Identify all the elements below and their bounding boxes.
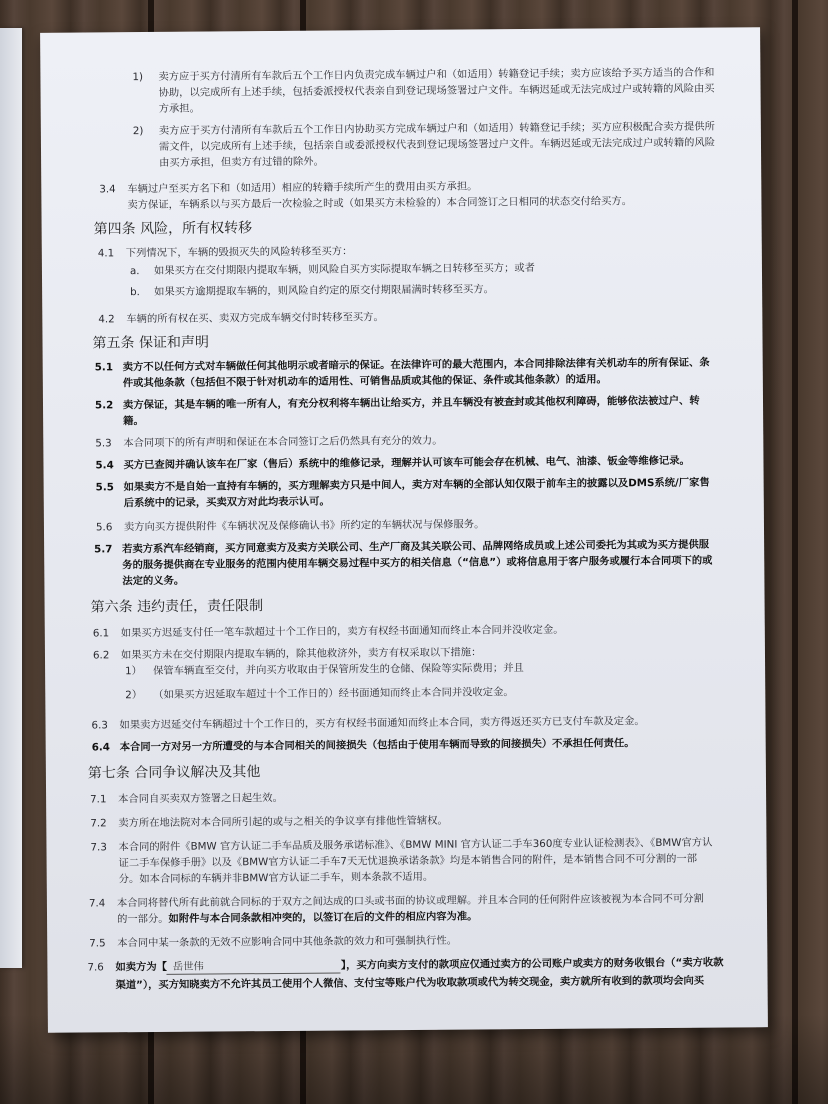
- section-heading: 第七条 合同争议解决及其他: [87, 764, 261, 782]
- clause-line: 本合同的附件《BMW 官方认证二手车品质及服务承诺标准》、《BMW MINI 官方认证二手车360度专业认证检测表》、《BMW官方认: [118, 836, 713, 854]
- clause-number: 6.4: [91, 741, 110, 754]
- clause-line: 车辆的所有权在买、卖双方完成车辆交付时转移至买方。: [126, 311, 384, 326]
- clause-number: 3.4: [99, 183, 116, 196]
- clause-line: 卖方不以任何方式对车辆做任何其他明示或者暗示的保证。在法律许可的最大范围内，本合同排除法律有关机动车的所有保证、条: [122, 356, 710, 374]
- clause-number: 4.2: [98, 313, 115, 326]
- clause-number: 5.5: [95, 481, 114, 494]
- clause-line: 卖方保证，其是车辆的唯一所有人，有充分权利将车辆出让给买方，并且车辆没有被查封或其他权利障碍，能够依法被过户、转: [122, 394, 700, 412]
- clause-line: （如果买方迟延取车超过十个工作日的）经书面通知而终止本合同并没收定金。: [153, 686, 514, 701]
- clause-line: 若卖方系汽车经销商，买方同意卖方及卖方关联公司、生产厂商及其关联公司、品牌网络成员或上述公司委托为其或为买方提供服: [122, 538, 710, 556]
- clause-line: 如果买方迟延支付任一笔车款超过十个工作日的，卖方有权经书面通知而终止本合同并没收定金。: [120, 623, 564, 640]
- clause-line: 方承担。: [158, 102, 200, 115]
- clause-line: 本合同一方对另一方所遭受的与本合同相关的间接损失（包括由于使用车辆而导致的间接损失）不承担任何责任。: [119, 737, 635, 754]
- clause-line: 件或其他条款（包括但不限于针对机动车的适用性、可销售品质或其他的保证、条件或其他条款）的适用。: [122, 373, 607, 390]
- clause-line: 如果买方逾期提取车辆的，则风险自约定的原交付期限届满时转移至买方。: [154, 283, 494, 298]
- clause-line: 下列情况下，车辆的毁损灭失的风险转移至买方：: [125, 245, 353, 260]
- clause-line: 车辆过户至买方名下和（如适用）相应的转籍手续所产生的费用由买方承担。: [127, 180, 478, 196]
- seller-name-field: 岳世伟: [167, 959, 341, 975]
- clause-number: b.: [130, 286, 140, 299]
- clause-number: 7.6: [87, 961, 104, 974]
- table-plank-gap: [792, 0, 798, 1104]
- clause-line: 后系统中的记录，买卖双方对此均表示认可。: [123, 495, 330, 510]
- section-heading: 第四条 风险，所有权转移: [93, 220, 253, 238]
- clause-line: 本合同自买卖双方签署之日起生效。: [118, 791, 283, 806]
- clause-number: 7.5: [89, 937, 106, 950]
- clause-number: 5.7: [94, 543, 113, 556]
- clause-line: [115, 956, 723, 976]
- clause-line: 务的服务提供商在专业服务的范围内使用车辆交易过程中买方的相关信息（“信息”）或将信息用于客户服务或履行本合同项下的或: [122, 554, 713, 572]
- clause-number: 6.3: [91, 719, 108, 732]
- clause-number: 4.1: [97, 247, 115, 260]
- clause-text-bold: 如附件与本合同条款相冲突的，以签订在后的文件的相应内容为准。: [168, 910, 478, 925]
- clause-line: 本合同中某一条款的无效不应影响合同中其他条款的效力和可强制执行性。: [117, 934, 458, 950]
- clause-line: 籍。: [123, 415, 144, 428]
- section-heading: 第六条 违约责任，责任限制: [90, 598, 264, 616]
- clause-line: 渠道”），买方知晓卖方不允许其员工使用个人微信、支付宝等账户代为收取款项或代为转交现金，卖方就所有收到的款项均会向买: [115, 974, 705, 992]
- clause-line: 证二手车保修手册》以及《BMW官方认证二手车7天无忧退换承诺条款》均是本销售合同的附件，是本销售合同不可分割的一部: [118, 852, 698, 870]
- clause-text: 如卖方为【: [115, 960, 167, 974]
- clause-number: 7.3: [90, 841, 107, 854]
- clause-line: 法定的义务。: [122, 574, 185, 588]
- contract-page: [40, 27, 768, 1033]
- clause-number: 7.4: [88, 897, 106, 910]
- clause-text: 】，买方向卖方支付的款项应仅通过卖方的公司账户或卖方的财务收银台（“卖方收款: [340, 956, 724, 972]
- clause-number: 7.2: [90, 817, 107, 830]
- clause-line: 保管车辆直至交付，并向买方收取由于保管所发生的仓储、保险等实际费用；并且: [153, 662, 524, 677]
- clause-line: 需文件，以完成所有上述手续，包括亲自或委派授权代表到登记现场签署过户文件。车辆迟延或无法完成过户或转籍的风险: [158, 136, 716, 153]
- clause-line: 买方已查阅并确认该车在厂家（售后）系统中的维修记录，理解并认可该车可能会存在机械、电气、油漆、钣金等维修记录。: [123, 454, 690, 472]
- adjacent-page-edge: [0, 28, 22, 968]
- clause-line: 卖方所在地法院对本合同所引起的或与之相关的争议享有排他性管辖权。: [118, 814, 448, 830]
- clause-line: 协助，以完成所有上述手续，包括委派授权代表亲自到登记现场签署过户文件。车辆迟延或无法完成过户或转籍的风险由买: [158, 82, 715, 99]
- clause-number: 7.1: [90, 793, 107, 806]
- clause-line: 如果卖方迟延交付车辆超过十个工作日的，买方有权经书面通知而终止本合同，卖方得返还买方已支付车款及定金。: [119, 715, 645, 732]
- clause-line: 本合同项下的所有声明和保证在本合同签订之后仍然具有充分的效力。: [123, 434, 443, 450]
- clause-number: 5.4: [95, 459, 114, 472]
- clause-number: a.: [129, 265, 140, 278]
- clause-line: 卖方应于买方付清所有车款后五个工作日内协助买方完成车辆过户和（如适用）转籍登记手续；买方应积极配合卖方提供所: [158, 120, 715, 137]
- clause-line: 如果卖方不是自始一直持有车辆的，买方理解卖方只是中间人，卖方对车辆的全部认知仅限于前车主的披露以及DMS系统/厂家售: [123, 476, 710, 494]
- clause-line: 如果买方未在交付期限内提取车辆的，除其他救济外，卖方有权采取以下措施：: [120, 646, 482, 662]
- section-heading: 第五条 保证和声明: [92, 334, 210, 352]
- clause-line: 卖方向买方提供附件《车辆状况及保修确认书》所约定的车辆状况与保修服务。: [123, 518, 485, 534]
- clause-line: 卖方保证，车辆系以与买方最后一次检验之时或（如果买方未检验的）本合同签订之日相同的状态交付给买方。: [127, 195, 633, 212]
- clause-number: 5.2: [94, 399, 114, 412]
- clause-number: 6.2: [92, 649, 110, 662]
- clause-number: 5.3: [95, 437, 112, 450]
- clause-line: 卖方应于买方付清所有车款后五个工作日内负责完成车辆过户和（如适用）转籍登记手续；卖方应该给予买方适当的合作和: [158, 66, 715, 83]
- clause-number: 2): [132, 125, 144, 138]
- clause-line: [117, 909, 477, 926]
- clause-line: 如果买方在交付期限内提取车辆，则风险自买方实际提取车辆之日转移至买方；或者: [153, 261, 535, 277]
- clause-number: 1): [132, 71, 144, 84]
- clause-number: 6.1: [92, 627, 110, 640]
- clause-line: 由买方承担，但卖方有过错的除外。: [159, 155, 324, 169]
- clause-text: 的一部分。: [117, 912, 169, 926]
- clause-number: 5.6: [95, 521, 113, 534]
- clause-number: 2）: [125, 689, 143, 702]
- clause-number: 5.1: [94, 361, 114, 374]
- clause-number: 1）: [125, 665, 143, 678]
- clause-line: 分。如本合同标的车辆并非BMW官方认证二手车，则本条款不适用。: [118, 870, 434, 886]
- clause-line: 本合同将替代所有此前就合同标的于双方之间达成的口头或书面的协议或理解。并且本合同的任何附件应该被视为本合同不可分割: [116, 892, 704, 910]
